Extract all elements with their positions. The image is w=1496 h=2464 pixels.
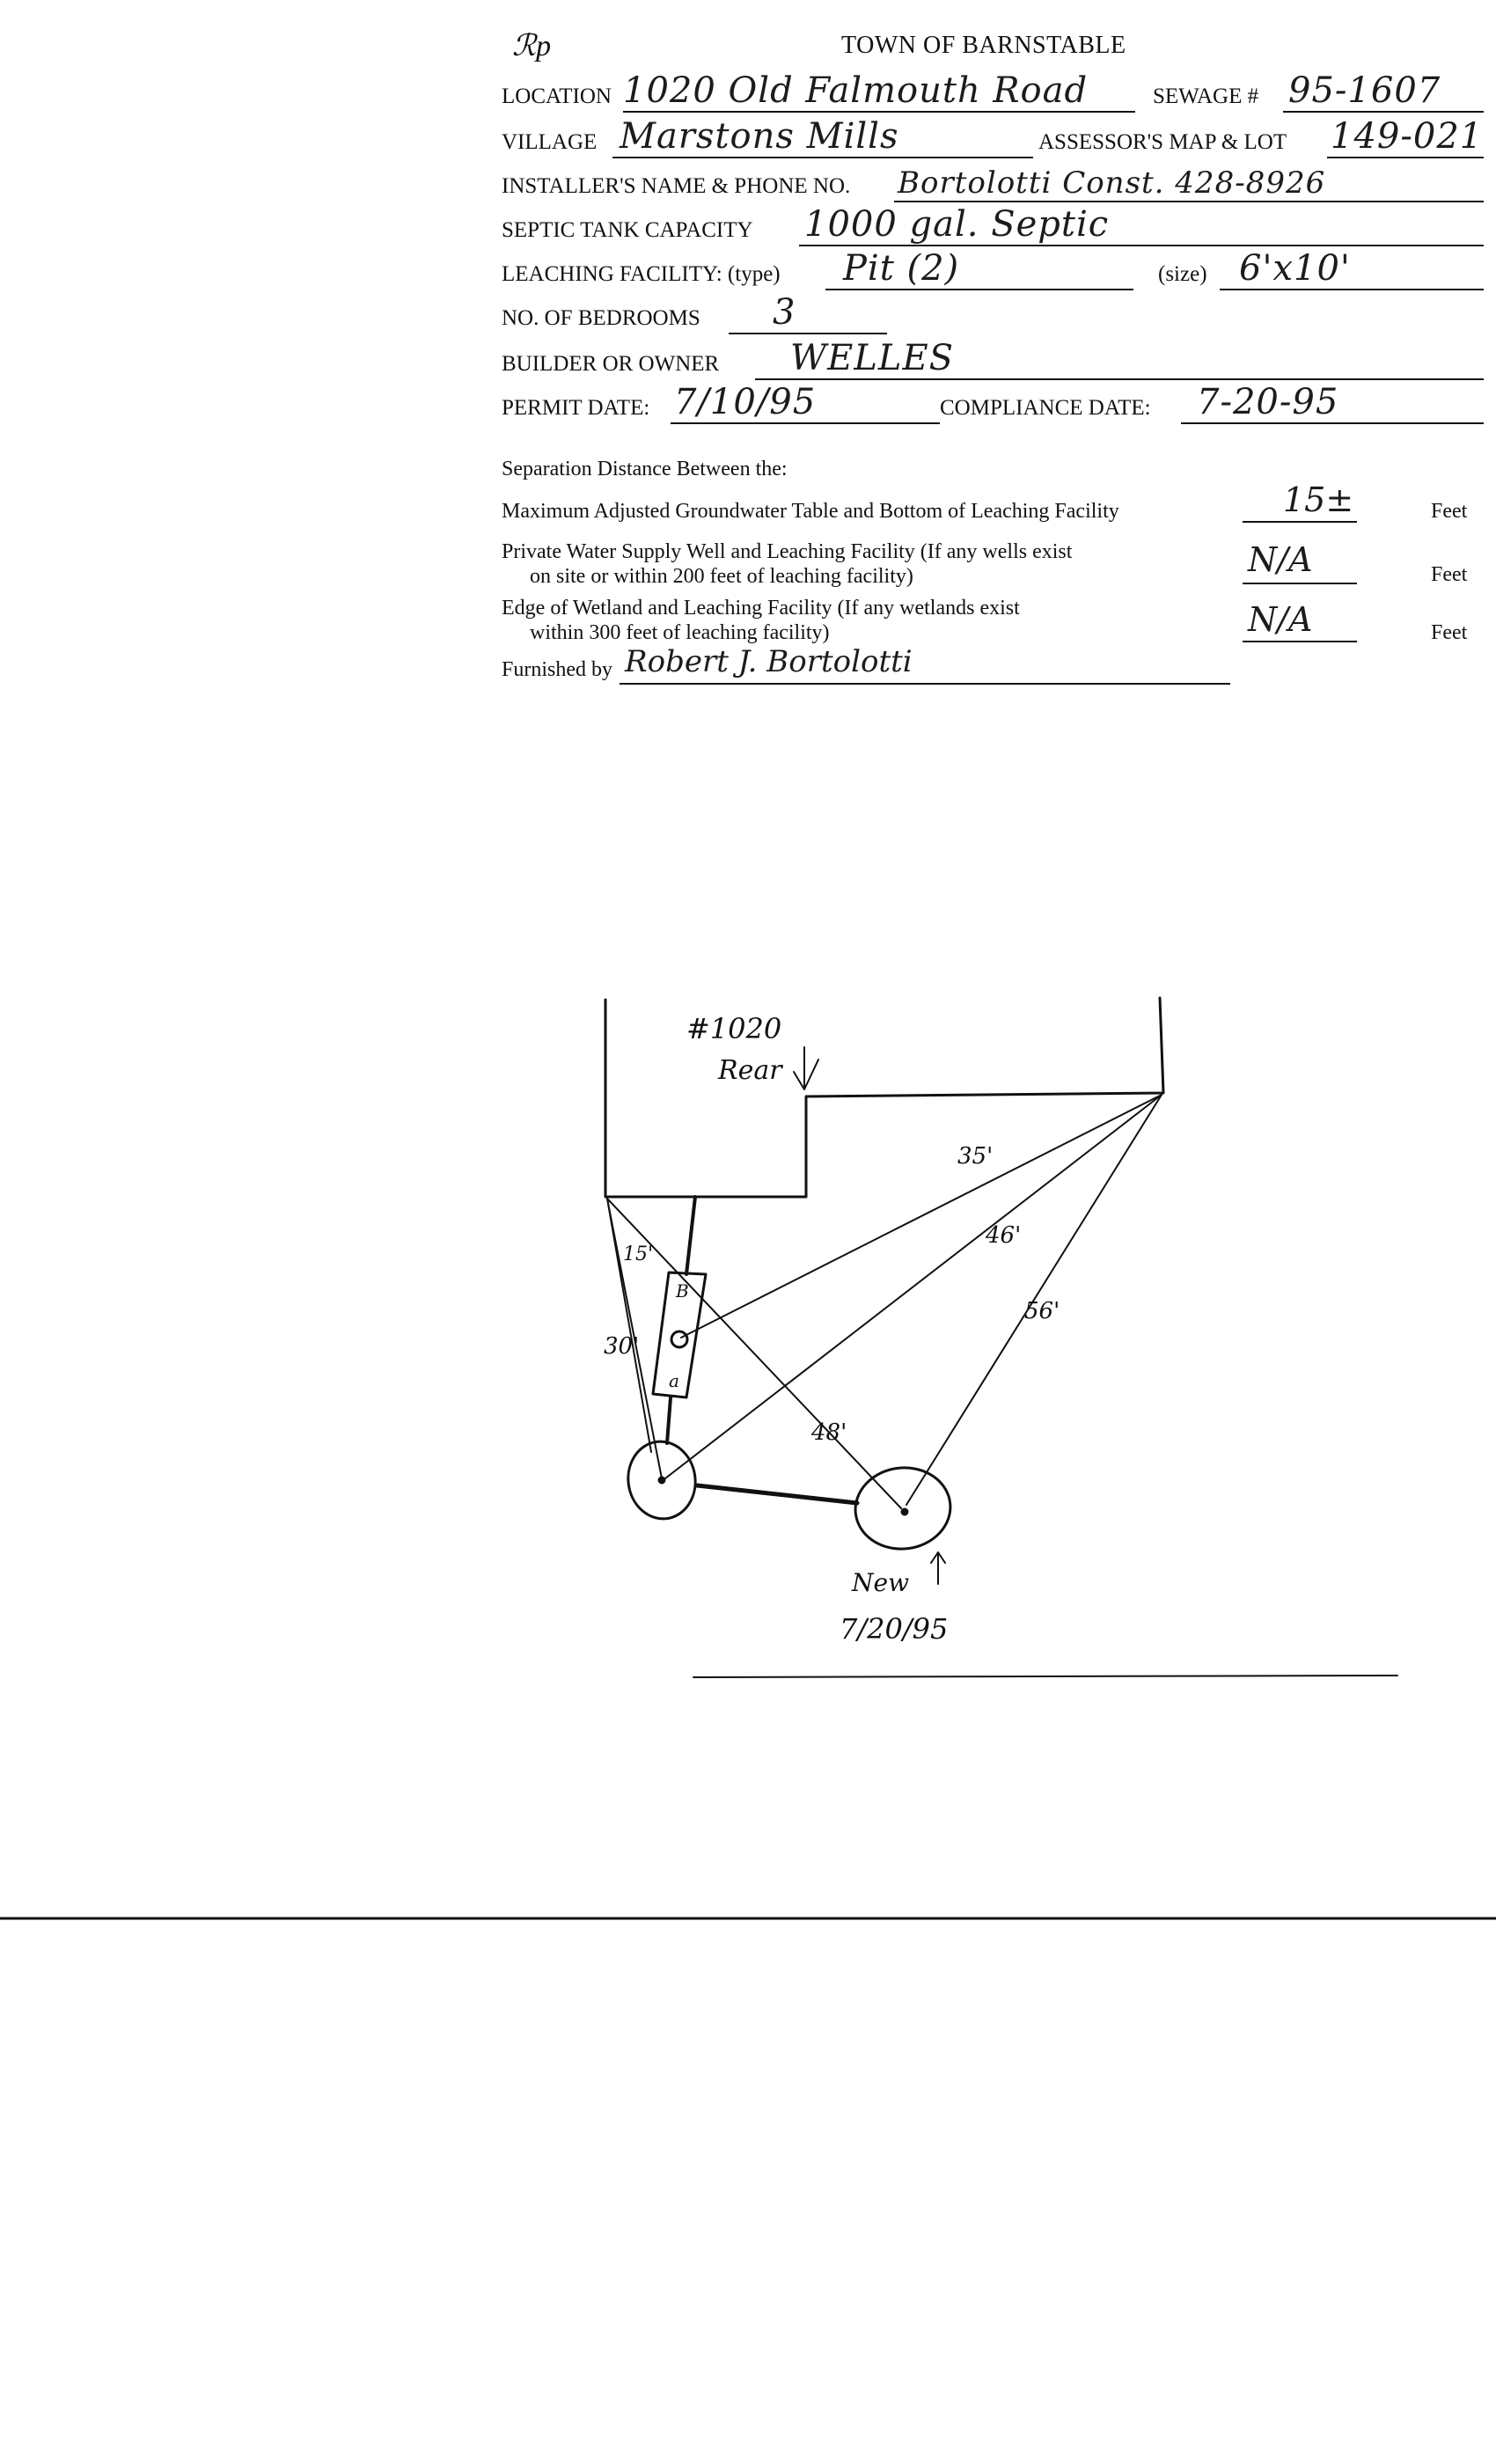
- separation-heading: Separation Distance Between the:: [502, 458, 788, 480]
- separation-well-unit: Feet: [1431, 563, 1468, 586]
- bedrooms-label: NO. OF BEDROOMS: [502, 306, 700, 330]
- line-corner-to-pit1: [665, 1095, 1162, 1478]
- leaching-size-label: (size): [1158, 262, 1207, 286]
- separation-wetland-value: N/A: [1248, 600, 1313, 639]
- leaching-type-value: Pit (2): [843, 248, 960, 289]
- new-date-label: 7/20/95: [840, 1612, 949, 1646]
- compliance-date-label: COMPLIANCE DATE:: [940, 396, 1151, 420]
- distance-46: 46': [986, 1222, 1022, 1249]
- distance-56: 56': [1024, 1298, 1060, 1324]
- new-label: New: [852, 1568, 910, 1597]
- permit-date-value: 7/10/95: [674, 382, 817, 422]
- sewage-label: SEWAGE #: [1153, 84, 1259, 108]
- village-label: VILLAGE: [502, 130, 598, 154]
- location-label: LOCATION: [502, 84, 612, 108]
- permit-date-label: PERMIT DATE:: [502, 396, 650, 420]
- separation-well-label: Private Water Supply Well and Leaching Facility (If any wells exist: [502, 540, 1073, 563]
- distance-35: 35': [957, 1143, 994, 1170]
- map-lot-label: ASSESSOR'S MAP & LOT: [1038, 130, 1287, 154]
- tank-top-label: B: [676, 1280, 689, 1302]
- separation-well-label-2: on site or within 200 feet of leaching facility): [530, 565, 913, 588]
- builder-value: WELLES: [790, 338, 955, 378]
- distance-30: 30': [604, 1333, 640, 1360]
- pit-2-center: [902, 1509, 907, 1514]
- builder-label: BUILDER OR OWNER: [502, 352, 720, 376]
- line-corner-to-tank: [681, 1095, 1162, 1338]
- septic-label: SEPTIC TANK CAPACITY: [502, 218, 753, 242]
- map-lot-value: 149-021: [1331, 116, 1484, 157]
- distance-15: 15': [623, 1243, 654, 1265]
- distance-48: 48': [811, 1419, 847, 1446]
- separation-wetland-label: Edge of Wetland and Leaching Facility (If any wetlands exist: [502, 597, 1020, 620]
- new-arrow: [931, 1552, 945, 1584]
- installer-label: INSTALLER'S NAME & PHONE NO.: [502, 174, 851, 198]
- house-to-tank-pipe: [686, 1197, 695, 1274]
- rear-arrow: [794, 1047, 818, 1089]
- sketch-baseline: [693, 1676, 1397, 1677]
- bedrooms-value: 3: [773, 292, 796, 333]
- leaching-size-value: 6'x10': [1239, 248, 1351, 289]
- location-value: 1020 Old Falmouth Road: [623, 70, 1089, 111]
- tank-to-pit-pipe: [667, 1397, 671, 1443]
- separation-groundwater-value: 15±: [1283, 480, 1354, 519]
- leaching-type-label: LEACHING FACILITY: (type): [502, 262, 781, 286]
- separation-groundwater-label: Maximum Adjusted Groundwater Table and Bottom of Leaching Facility: [502, 500, 1119, 523]
- form-title: TOWN OF BARNSTABLE: [841, 32, 1126, 59]
- pit-connection-pipe: [697, 1485, 857, 1503]
- separation-well-value: N/A: [1248, 540, 1313, 579]
- rear-label: Rear: [718, 1055, 782, 1086]
- septic-value: 1000 gal. Septic: [804, 204, 1110, 245]
- initials-mark: ℛp: [512, 30, 552, 62]
- village-value: Marstons Mills: [620, 116, 899, 157]
- tank-inlet-circle: [671, 1331, 687, 1347]
- separation-wetland-unit: Feet: [1431, 621, 1468, 644]
- house-number-label: #1020: [686, 1012, 782, 1045]
- separation-groundwater-unit: Feet: [1431, 500, 1468, 523]
- separation-wetland-label-2: within 300 feet of leaching facility): [530, 621, 830, 644]
- sewage-value: 95-1607: [1288, 70, 1441, 111]
- furnished-signature: Robert J. Bortolotti: [625, 644, 913, 679]
- compliance-date-value: 7-20-95: [1197, 382, 1339, 422]
- installer-value: Bortolotti Const. 428-8926: [898, 165, 1326, 201]
- furnished-label: Furnished by: [502, 658, 612, 681]
- tank-bottom-label: a: [669, 1370, 679, 1391]
